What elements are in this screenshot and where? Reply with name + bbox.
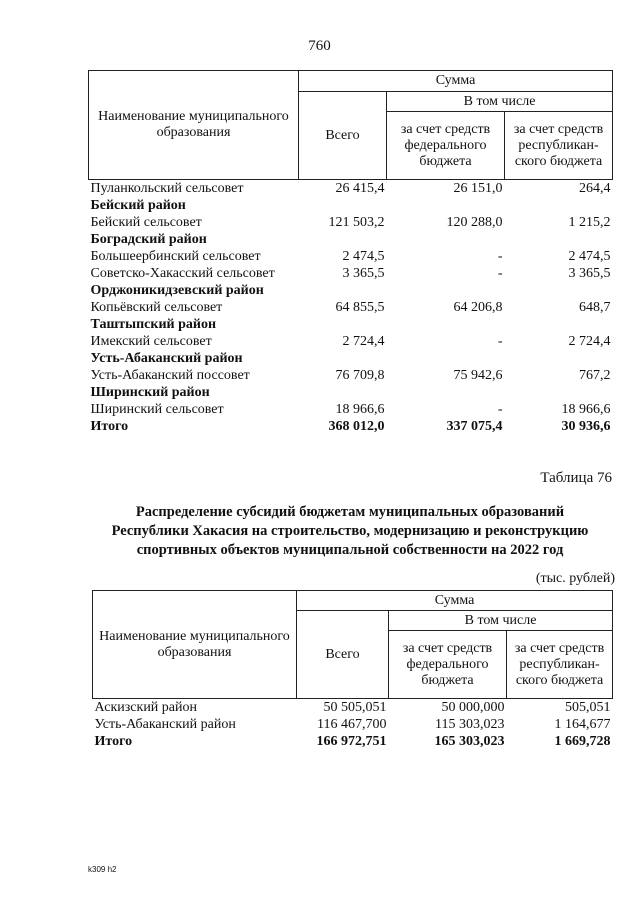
header-federal: за счет средств федерального бюджета bbox=[389, 631, 507, 699]
cell-republic: 30 936,6 bbox=[561, 419, 611, 434]
cell-republic: 3 365,5 bbox=[568, 266, 611, 281]
cell-name: Большеербинский сельсовет bbox=[90, 249, 261, 264]
cell-federal: 64 206,8 bbox=[453, 300, 503, 315]
cell-total: 116 467,700 bbox=[317, 717, 387, 732]
table-row bbox=[89, 265, 613, 282]
cell-name: Орджоникидзевский район bbox=[90, 283, 264, 298]
cell-republic: 264,4 bbox=[579, 181, 611, 196]
cell-name: Боградский район bbox=[90, 232, 207, 247]
cell-name: Ширинский сельсовет bbox=[90, 402, 224, 417]
header-sum: Сумма bbox=[297, 591, 613, 611]
cell-name: Бейский район bbox=[90, 198, 186, 213]
header-including: В том числе bbox=[387, 92, 613, 112]
table-row bbox=[89, 299, 613, 316]
cell-republic: 1 215,2 bbox=[568, 215, 611, 230]
header-republic: за счет средств республикан-ского бюджета bbox=[505, 112, 613, 180]
district-heading-row bbox=[89, 197, 613, 214]
table-row bbox=[93, 716, 613, 733]
table-caption: Таблица 76 bbox=[540, 470, 612, 486]
table-title-line: Распределение субсидий бюджетам муниципальных образований bbox=[135, 504, 565, 520]
table-2-body bbox=[93, 699, 613, 751]
page-number: 760 bbox=[308, 38, 331, 54]
header-including: В том числе bbox=[389, 611, 613, 631]
cell-total: 3 365,5 bbox=[342, 266, 385, 281]
district-heading-row bbox=[89, 282, 613, 299]
cell-name: Таштыпский район bbox=[90, 317, 217, 332]
cell-name: Усть-Абаканский район bbox=[90, 351, 243, 366]
cell-federal: 120 288,0 bbox=[446, 215, 503, 230]
table-title-line: Республики Хакасия на строительство, модернизацию и реконструкцию bbox=[111, 523, 589, 539]
cell-total: 368 012,0 bbox=[328, 419, 385, 434]
cell-federal: 337 075,4 bbox=[446, 419, 503, 434]
cell-name: Копьёвский сельсовет bbox=[90, 300, 223, 315]
cell-total: 64 855,5 bbox=[335, 300, 385, 315]
cell-name: Аскизский район bbox=[94, 700, 197, 715]
subsidy-table-2 bbox=[92, 590, 613, 750]
header-sum: Сумма bbox=[299, 71, 613, 92]
units-label: (тыс. рублей) bbox=[535, 571, 615, 586]
cell-republic: 2 724,4 bbox=[568, 334, 611, 349]
cell-name: Ширинский район bbox=[90, 385, 210, 400]
cell-name: Усть-Абаканский поссовет bbox=[90, 368, 250, 383]
cell-name: Советско-Хакасский сельсовет bbox=[90, 266, 275, 281]
cell-total: 2 724,4 bbox=[342, 334, 385, 349]
cell-total: 50 505,051 bbox=[323, 700, 387, 715]
cell-total: 76 709,8 bbox=[335, 368, 385, 383]
header-total: Всего bbox=[297, 611, 389, 699]
table-title bbox=[60, 503, 639, 560]
cell-federal: - bbox=[497, 334, 503, 349]
table-row bbox=[93, 699, 613, 717]
cell-republic: 505,051 bbox=[565, 700, 611, 715]
district-heading-row bbox=[89, 350, 613, 367]
cell-federal: - bbox=[497, 402, 503, 417]
cell-total: 2 474,5 bbox=[342, 249, 385, 264]
cell-republic: 18 966,6 bbox=[561, 402, 611, 417]
total-row bbox=[89, 418, 613, 435]
cell-federal: - bbox=[497, 266, 503, 281]
cell-federal: 26 151,0 bbox=[453, 181, 503, 196]
header-federal: за счет средств федерального бюджета bbox=[387, 112, 505, 180]
cell-name: Имекский сельсовет bbox=[90, 334, 212, 349]
cell-total: 18 966,6 bbox=[335, 402, 385, 417]
table-title-line: спортивных объектов муниципальной собственности на 2022 год bbox=[136, 542, 564, 558]
cell-total: 26 415,4 bbox=[335, 181, 385, 196]
cell-republic: 2 474,5 bbox=[568, 249, 611, 264]
cell-republic: 1 164,677 bbox=[554, 717, 611, 732]
header-total: Всего bbox=[299, 92, 387, 180]
cell-total: 121 503,2 bbox=[328, 215, 385, 230]
district-heading-row bbox=[89, 316, 613, 333]
header-republic: за счет средств республикан-ского бюджета bbox=[507, 631, 613, 699]
cell-republic: 648,7 bbox=[579, 300, 611, 315]
cell-name: Усть-Абаканский район bbox=[94, 717, 236, 732]
header-name: Наименование муниципального образования bbox=[89, 71, 299, 180]
table-row bbox=[89, 333, 613, 350]
cell-federal: 115 303,023 bbox=[435, 717, 505, 732]
cell-federal: 165 303,023 bbox=[434, 734, 505, 749]
table-row bbox=[89, 401, 613, 418]
cell-federal: 75 942,6 bbox=[453, 368, 503, 383]
cell-federal: 50 000,000 bbox=[441, 700, 505, 715]
total-row bbox=[93, 733, 613, 750]
table-row bbox=[89, 367, 613, 384]
table-row bbox=[89, 214, 613, 231]
district-heading-row bbox=[89, 384, 613, 401]
table-row bbox=[89, 248, 613, 265]
table-row bbox=[89, 180, 613, 198]
cell-name: Итого bbox=[94, 734, 133, 749]
cell-republic: 767,2 bbox=[579, 368, 611, 383]
footer-code: k309 h2 bbox=[88, 865, 117, 874]
subsidy-table-1 bbox=[88, 70, 613, 435]
cell-name: Пуланкольский сельсовет bbox=[90, 181, 244, 196]
header-name: Наименование муниципального образования bbox=[93, 591, 297, 699]
cell-total: 166 972,751 bbox=[316, 734, 387, 749]
table-1-body bbox=[89, 180, 613, 436]
district-heading-row bbox=[89, 231, 613, 248]
cell-federal: - bbox=[497, 249, 503, 264]
cell-republic: 1 669,728 bbox=[554, 734, 611, 749]
cell-name: Бейский сельсовет bbox=[90, 215, 202, 230]
cell-name: Итого bbox=[90, 419, 129, 434]
